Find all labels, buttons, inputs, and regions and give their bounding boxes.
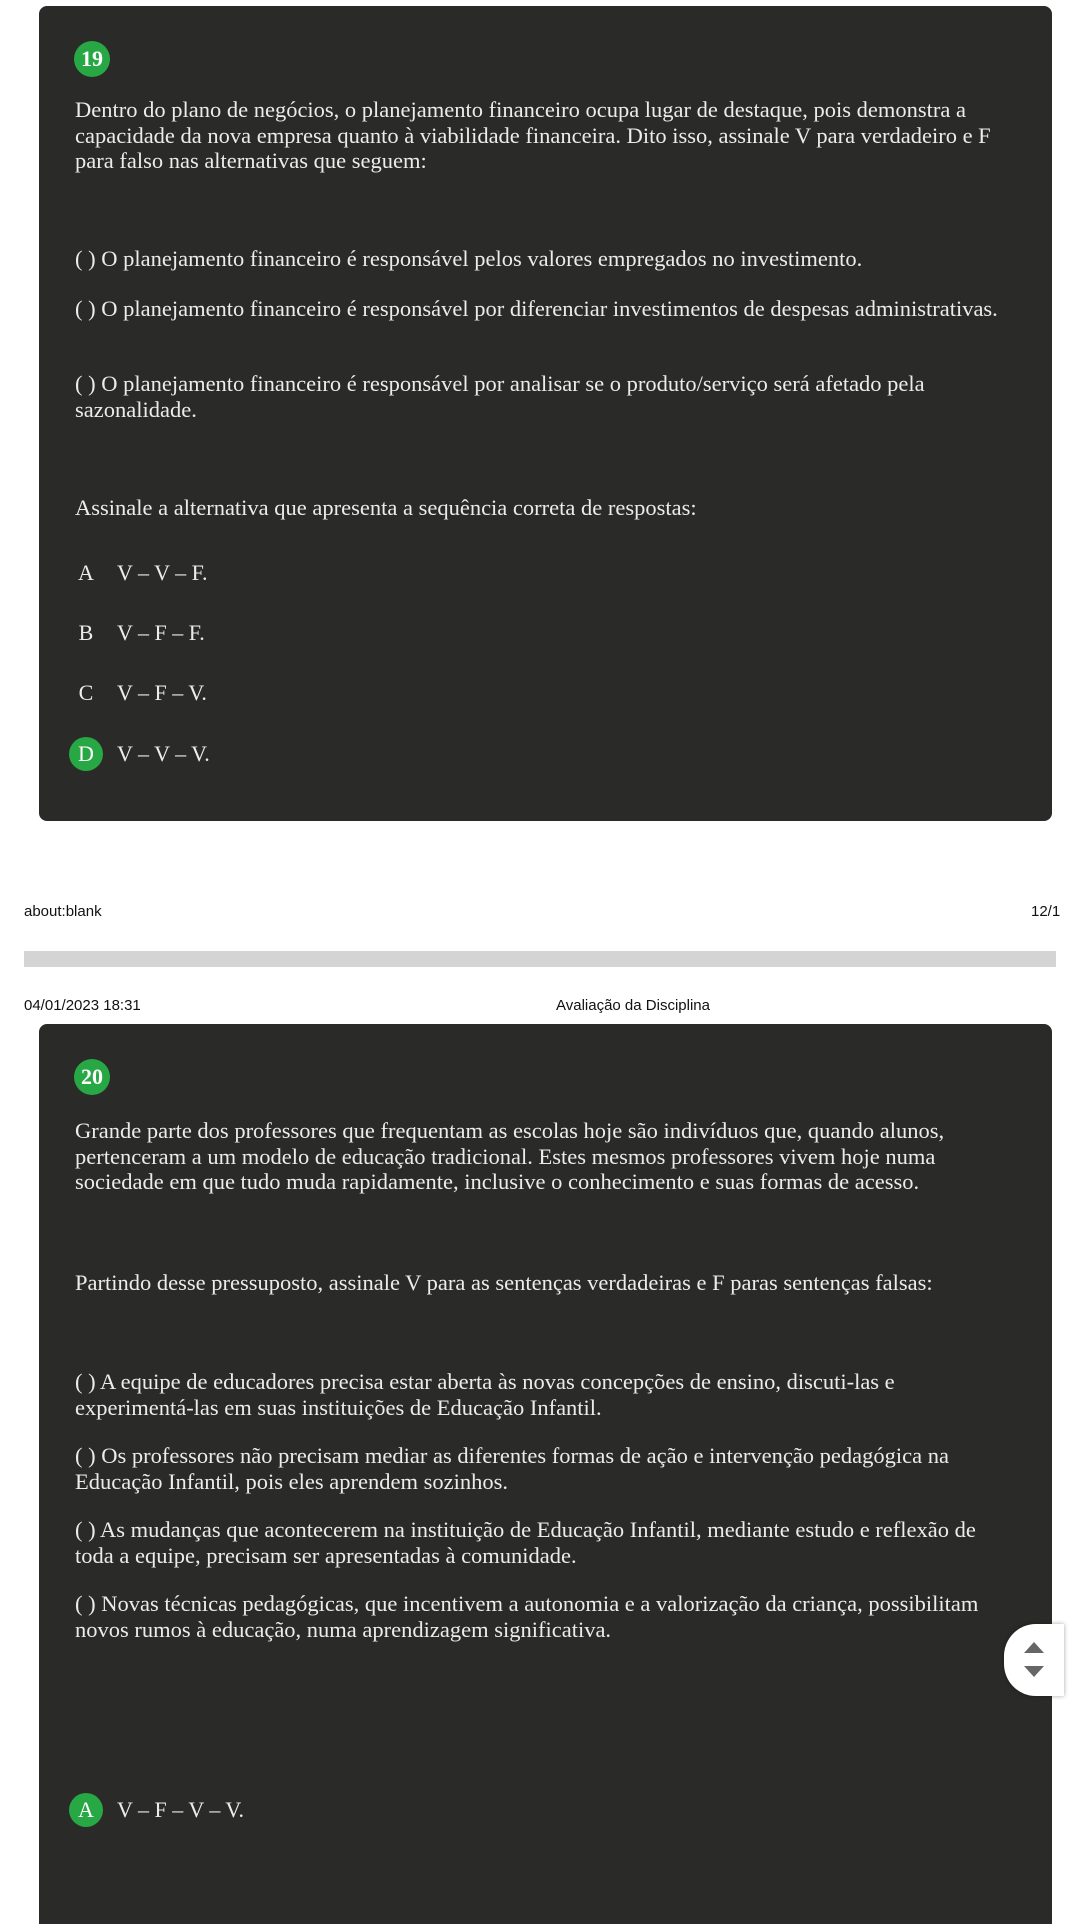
statement-2: ( ) O planejamento financeiro é responsável por diferenciar investimentos de despesas administrativas. <box>75 296 998 321</box>
page-separator <box>24 951 1056 967</box>
option-letter: A <box>78 560 94 585</box>
option-b[interactable] <box>69 616 205 650</box>
question-instruction: Partindo desse pressuposto, assinale V para as sentenças verdadeiras e F paras sentenças falsas: <box>75 1270 933 1295</box>
page-footer-number: 12/1 <box>1031 903 1061 920</box>
option-a-selected[interactable] <box>69 1793 244 1827</box>
statement-1: ( ) A equipe de educadores precisa estar aberta às novas concepções de ensino, discuti-las e experimentá-las em suas instituições de Educação Infantil. <box>75 1369 895 1420</box>
question-number-badge: 19 <box>74 41 110 77</box>
question-19-card <box>39 6 1052 821</box>
statement-1: ( ) O planejamento financeiro é responsável pelos valores empregados no investimento. <box>75 246 863 271</box>
option-text: V – V – F. <box>117 560 208 585</box>
option-c[interactable] <box>69 676 207 710</box>
page-header-title: Avaliação da Disciplina <box>556 997 710 1014</box>
question-intro: Dentro do plano de negócios, o planejamento financeiro ocupa lugar de destaque, pois demonstra a capacidade da nova empresa quanto à viabilidade financeira. Dito isso, assinale V para verdadeiro e F para falso nas alternativas que seguem: <box>75 97 991 173</box>
statement-3: ( ) O planejamento financeiro é responsável por analisar se o produto/serviço será afetado pela sazonalidade. <box>75 371 925 422</box>
question-intro: Grande parte dos professores que frequentam as escolas hoje são indivíduos que, quando alunos, pertenceram a um modelo de educação tradicional. Estes mesmos professores vivem hoje numa sociedade em que tudo muda rapidamente, inclusive o conhecimento e suas formas de acesso. <box>75 1118 945 1194</box>
scroll-up-icon[interactable] <box>1024 1642 1044 1653</box>
page-header-datetime: 04/01/2023 18:31 <box>24 997 141 1014</box>
statement-4: ( ) Novas técnicas pedagógicas, que incentivem a autonomia e a valorização da criança, possibilitam novos rumos à educação, numa aprendizagem significativa. <box>75 1591 979 1642</box>
option-text: V – V – V. <box>117 741 210 766</box>
scroll-down-icon[interactable] <box>1024 1666 1044 1677</box>
question-prompt: Assinale a alternativa que apresenta a sequência correta de respostas: <box>75 495 697 520</box>
page-footer-url: about:blank <box>24 903 102 920</box>
question-number-badge: 20 <box>74 1059 110 1095</box>
statement-3: ( ) As mudanças que acontecerem na instituição de Educação Infantil, mediante estudo e reflexão de toda a equipe, precisam ser apresentadas à comunidade. <box>75 1517 976 1568</box>
option-a[interactable] <box>69 556 208 590</box>
option-letter-selected: A <box>69 1793 103 1827</box>
scroll-handle[interactable] <box>1004 1624 1064 1696</box>
option-text: V – F – F. <box>117 620 205 645</box>
option-d-selected[interactable] <box>69 737 210 771</box>
option-text: V – F – V. <box>117 680 207 705</box>
option-text: V – F – V – V. <box>117 1797 244 1822</box>
statement-2: ( ) Os professores não precisam mediar as diferentes formas de ação e intervenção pedagógica na Educação Infantil, pois eles aprendem sozinhos. <box>75 1443 949 1494</box>
option-letter: B <box>78 620 94 645</box>
option-letter: C <box>78 680 94 705</box>
option-letter-selected: D <box>69 737 103 771</box>
question-20-card <box>39 1024 1052 1924</box>
